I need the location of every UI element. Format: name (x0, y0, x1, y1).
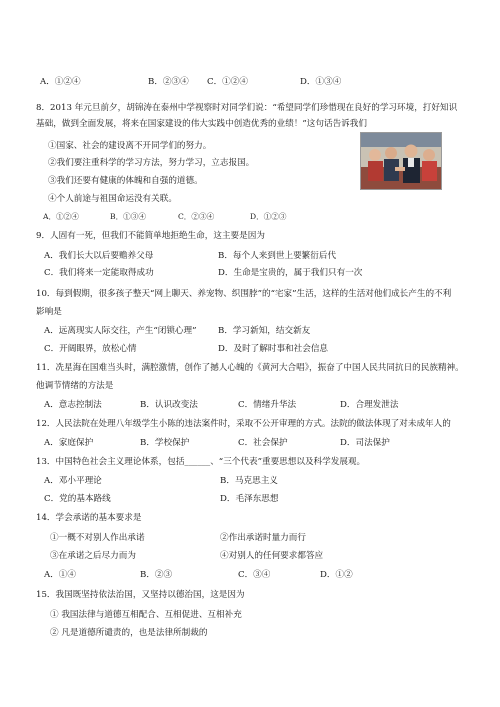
q13-option-b: B．马克思主义 (220, 476, 278, 486)
q7-option-b: B．②③④ (148, 77, 189, 87)
q9-stem: 9．人固有一死，但我们不能简单地拒绝生命，这主要是因为 (36, 231, 265, 241)
q11-option-c: C．情绪升华法 (238, 400, 297, 410)
q14-option-c: C．③④ (238, 570, 271, 580)
q8-item-4: ④个人前途与祖国命运没有关联。 (48, 194, 177, 204)
q7-option-c: C．①②④ (207, 77, 248, 87)
q13-option-a: A．邓小平理论 (44, 476, 102, 486)
q14-item-4: ④对别人的任何要求都答应 (220, 551, 324, 561)
q12-option-d: D．司法保护 (340, 438, 390, 448)
q14-option-d: D．①② (320, 570, 353, 580)
q8-option-d: D．①②③ (250, 212, 287, 221)
q15-item-1: ① 我国法律与道德互相配合、互相促进、互相补充 (50, 610, 242, 620)
q12-option-a: A．家庭保护 (44, 438, 94, 448)
news-photo (360, 132, 442, 190)
q10-stem-line2: 影响是 (36, 307, 62, 317)
q10-option-a: A．远离现实人际交往，产生“闭锁心理” (44, 326, 197, 336)
q8-option-b: B．①③④ (110, 212, 146, 221)
q11-option-b: B．认识改变法 (140, 400, 198, 410)
q13-stem: 13．中国特色社会主义理论体系，包括______、“三个代表”重要思想以及科学发展观。 (36, 457, 366, 467)
q12-stem: 12．人民法院在处理八年级学生小陈的违法案件时，采取不公开审理的方式。法院的做法体现了对未成年人的 (36, 419, 451, 429)
q8-item-1: ①国家、社会的建设离不开同学们的努力。 (48, 141, 212, 151)
q11-stem-line2: 他调节情绪的方法是 (36, 381, 114, 391)
q15-item-2: ② 凡是道德所谴责的，也是法律所制裁的 (50, 628, 208, 638)
q8-option-c: C．②③④ (178, 212, 215, 221)
q11-option-a: A．意志控制法 (44, 400, 102, 410)
q14-option-b: B．②③ (140, 570, 173, 580)
q9-option-c: C．我们将来一定能取得成功 (44, 268, 154, 278)
q14-item-1: ①一概不对别人作出承诺 (50, 533, 145, 543)
q14-item-2: ②作出承诺时量力而行 (220, 533, 306, 543)
q14-item-3: ③在承诺之后尽力而为 (50, 551, 136, 561)
q8-item-2: ②我们要注重科学的学习方法，努力学习，立志报国。 (48, 158, 255, 168)
q14-option-a: A．①④ (44, 570, 76, 580)
q8-stem-line2: 基础，做到全面发展，将来在国家建设的伟大实践中创造优秀的业绩！”这句话告诉我们 (36, 119, 367, 129)
q9-option-b: B．每个人来到世上要繁衍后代 (218, 251, 337, 261)
q11-stem-line1: 11．冼星海在国难当头时，满腔激情，创作了撼人心魄的《黄河大合唱》，振奋了中国人民共同抗日的民族精神。 (36, 363, 464, 373)
q8-option-a: A．①②④ (43, 212, 79, 221)
q12-option-b: B．学校保护 (140, 438, 190, 448)
q10-stem-line1: 10．每到假期，很多孩子整天“网上聊天、养宠物、织围脖”的“宅家”生活，这样的生活对他们成长产生的不利 (36, 289, 452, 299)
q9-option-a: A．我们长大以后要赡养父母 (44, 251, 154, 261)
q13-option-c: C．党的基本路线 (44, 494, 111, 504)
q14-stem: 14．学会承诺的基本要求是 (36, 513, 142, 523)
q10-option-b: B．学习新知，结交新友 (218, 326, 311, 336)
q7-option-a: A．①②④ (40, 77, 81, 87)
q15-stem: 15．我国既坚持依法治国，又坚持以德治国，这是因为 (36, 590, 245, 600)
q8-item-3: ③我们还要有健康的体魄和自强的道德。 (48, 176, 203, 186)
q10-option-c: C．开阔眼界，放松心情 (44, 344, 137, 354)
q10-option-d: D．及时了解时事和社会信息 (218, 344, 329, 354)
q9-option-d: D．生命是宝贵的，属于我们只有一次 (218, 268, 363, 278)
q7-option-d: D．①③④ (300, 77, 342, 87)
q13-option-d: D．毛泽东思想 (220, 494, 279, 504)
q8-stem-line1: 8．2013 年元旦前夕，胡锦涛在泰州中学视察时对同学们说：“希望同学们珍惜现在良好的学习环境，打好知识 (36, 103, 458, 113)
q11-option-d: D．合理发泄法 (340, 400, 399, 410)
news-photo-image (361, 133, 441, 189)
q12-option-c: C．社会保护 (238, 438, 288, 448)
